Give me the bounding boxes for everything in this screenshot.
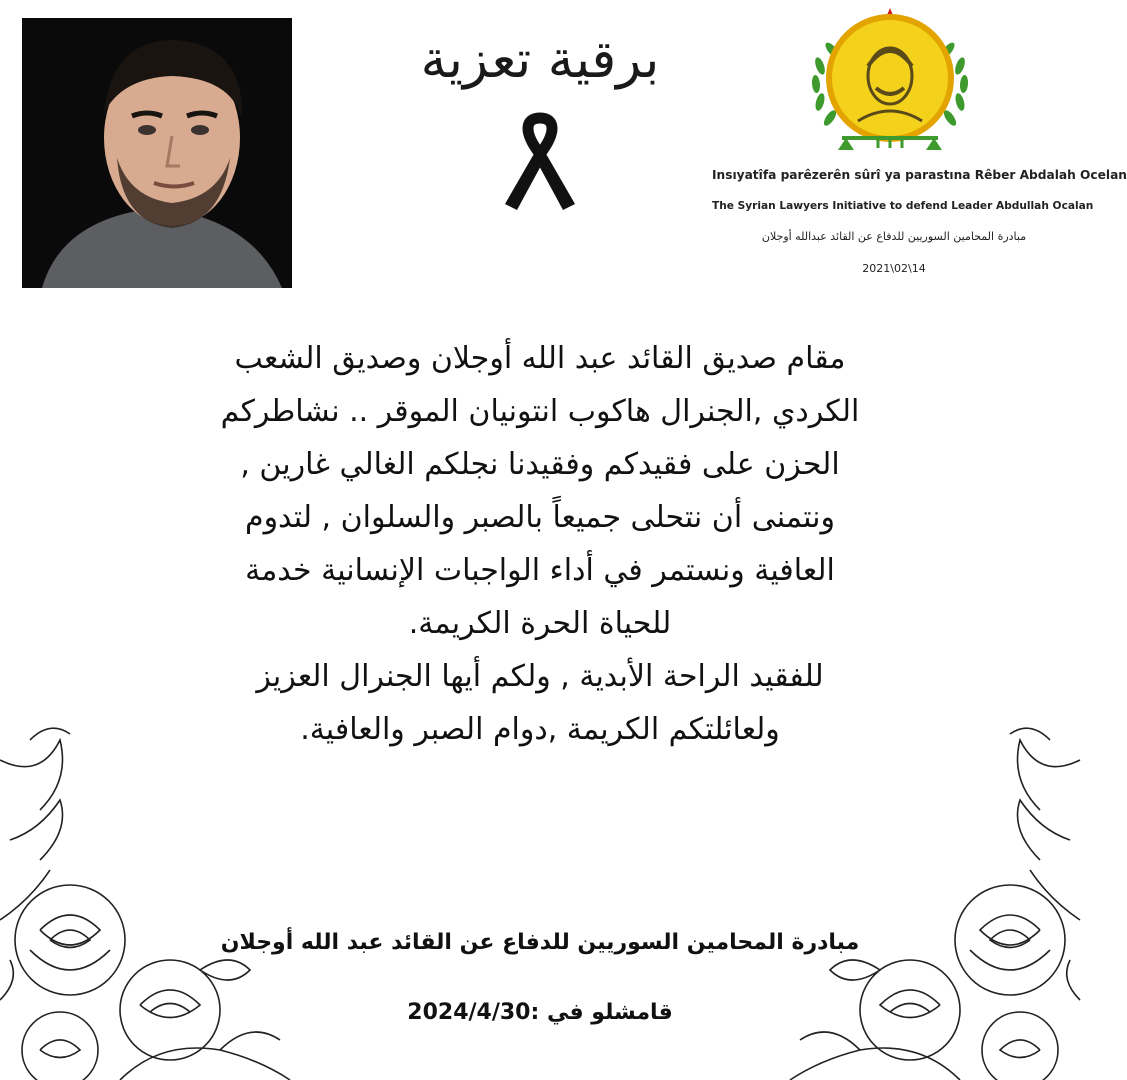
- organization-logo-icon: [798, 6, 982, 156]
- message-line: ونتمنى أن نتحلى جميعاً بالصبر والسلوان , لتدوم: [245, 500, 835, 535]
- message-line: للحياة الحرة الكريمة.: [408, 606, 672, 641]
- organization-name-arabic: مبادرة المحامين السوريين للدفاع عن القائد عبدالله أوجلان: [761, 230, 1027, 243]
- message-line: العافية ونستمر في أداء الواجبات الإنسانية خدمة: [245, 553, 835, 588]
- message-line: الكردي ,الجنرال هاكوب انتونيان الموقر .. نشاطركم: [220, 394, 860, 429]
- message-line: الحزن على فقيدكم وفقيدنا نجلكم الغالي غارين ,: [240, 447, 840, 482]
- card-title: برقية تعزية: [420, 30, 660, 90]
- rose-outline-icon: [0, 720, 300, 1080]
- message-line: ولعائلتكم الكريمة ,دوام الصبر والعافية.: [300, 712, 780, 747]
- message-line: مقام صديق القائد عبد الله أوجلان وصديق الشعب: [234, 341, 846, 376]
- mourning-ribbon-icon: [495, 112, 585, 217]
- condolence-message: [120, 332, 960, 756]
- organization-name-english: The Syrian Lawyers Initiative to defend Leader Abdullah Ocalan: [712, 200, 1094, 212]
- organization-name-kurdish: Insıyatîfa parêzerên sûrî ya parastına Rêber Abdalah Ocelan: [712, 168, 1127, 182]
- message-line: للفقيد الراحة الأبدية , ولكم أيها الجنرال العزيز: [256, 659, 824, 694]
- rose-outline-icon: [770, 720, 1080, 1080]
- portrait-photo-icon: [22, 18, 292, 288]
- floral-decoration-left: [0, 720, 300, 1080]
- footer-place-date: قامشلو في :2024/4/30: [407, 1000, 673, 1025]
- organization-date: 2021\02\14: [862, 262, 926, 275]
- floral-decoration-right: [770, 720, 1080, 1080]
- deceased-portrait-photo: [22, 18, 292, 288]
- footer-organization: مبادرة المحامين السوريين للدفاع عن القائد عبد الله أوجلان: [220, 930, 860, 955]
